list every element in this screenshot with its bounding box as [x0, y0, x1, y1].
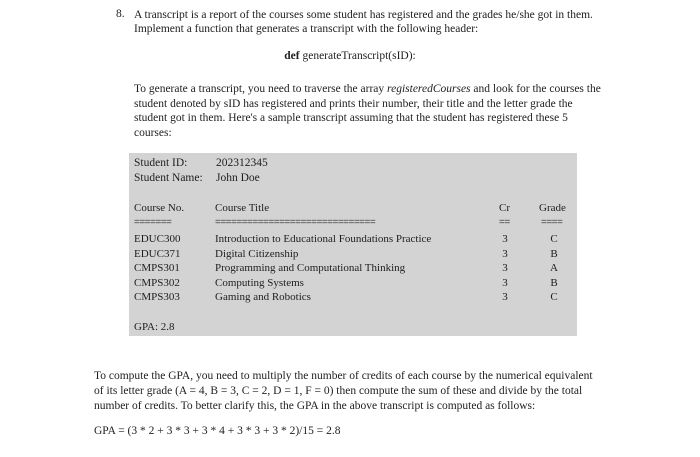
table-row-grade: A	[550, 262, 558, 275]
table-row-cr: 3	[502, 233, 508, 245]
separator-credits: ==	[499, 217, 510, 228]
explanation-line-3: number of credits. To better clarify this, the GPA in the above transcript is computed as follows:	[94, 399, 536, 412]
table-row-title: Programming and Computational Thinking	[215, 262, 406, 275]
body-line-1: To generate a transcript, you need to traverse the array registeredCourses and look for the courses the	[134, 83, 601, 95]
table-row-cr: 3	[502, 276, 508, 289]
student-name-label: Student Name:	[134, 172, 203, 184]
header-course-title: Course Title	[215, 202, 270, 214]
explanation-line-2: of its letter grade (A = 4, B = 3, C = 2, D = 1, F = 0) then compute the sum of these and divide by the total	[94, 384, 583, 397]
table-row-no: CMPS301	[134, 262, 180, 275]
table-row-cr: 3	[502, 247, 508, 260]
separator-course-no: =======	[134, 217, 172, 228]
separator-grade: ====	[541, 217, 563, 228]
separator-course-title: ==============================	[215, 217, 376, 228]
credits-column	[499, 232, 511, 305]
header-grade: Grade	[539, 202, 566, 214]
table-row-cr: 3	[502, 262, 508, 275]
table-row-no: EDUC371	[134, 247, 181, 260]
table-row-no: CMPS303	[134, 291, 180, 304]
table-row-grade: B	[550, 276, 558, 289]
body-line-4: courses:	[134, 126, 172, 139]
student-id-value: 202312345	[216, 157, 268, 169]
table-row-title: Introduction to Educational Foundations Practice	[215, 233, 432, 245]
course-title-column	[215, 232, 431, 305]
course-no-column	[134, 232, 180, 305]
gpa-line: GPA: 2.8	[134, 321, 175, 333]
array-name: registeredCourses	[387, 83, 471, 95]
intro-line-2: Implement a function that generates a transcript with the following header:	[134, 23, 479, 35]
student-id-label: Student ID:	[134, 157, 188, 169]
body-line-2: student denoted by sID has registered and prints their number, their title and the letter grade the	[134, 97, 573, 110]
table-row-no: CMPS302	[134, 276, 180, 289]
header-course-no: Course No.	[134, 202, 185, 214]
student-name-value: John Doe	[216, 172, 260, 184]
def-keyword: def	[284, 50, 300, 62]
table-row-grade: C	[550, 291, 558, 304]
table-row-grade: C	[550, 233, 558, 245]
gpa-formula: GPA = (3 * 2 + 3 * 3 + 3 * 4 + 3 * 3 + 3 * 2)/15 = 2.8	[94, 425, 341, 437]
table-row-cr: 3	[502, 291, 508, 304]
function-signature: generateTranscript(sID):	[302, 50, 416, 62]
table-row-title: Computing Systems	[215, 276, 304, 289]
body-line-3: student got in them. Here's a sample transcript assuming that the student has registered these 5	[134, 112, 568, 124]
intro-line-1: A transcript is a report of the courses some student has registered and the grades he/she got in them.	[134, 9, 593, 21]
table-row-title: Digital Citizenship	[215, 247, 299, 260]
table-row-title: Gaming and Robotics	[215, 291, 311, 304]
header-credits: Cr	[499, 202, 510, 214]
table-row-grade: B	[550, 247, 558, 260]
function-header	[0, 50, 700, 62]
question-number: 8.	[116, 8, 125, 20]
table-row-no: EDUC300	[134, 233, 181, 245]
student-info	[134, 156, 268, 186]
explanation-line-1: To compute the GPA, you need to multiply the number of credits of each course by the numerical equivalent	[94, 370, 593, 382]
grade-column	[539, 232, 569, 305]
